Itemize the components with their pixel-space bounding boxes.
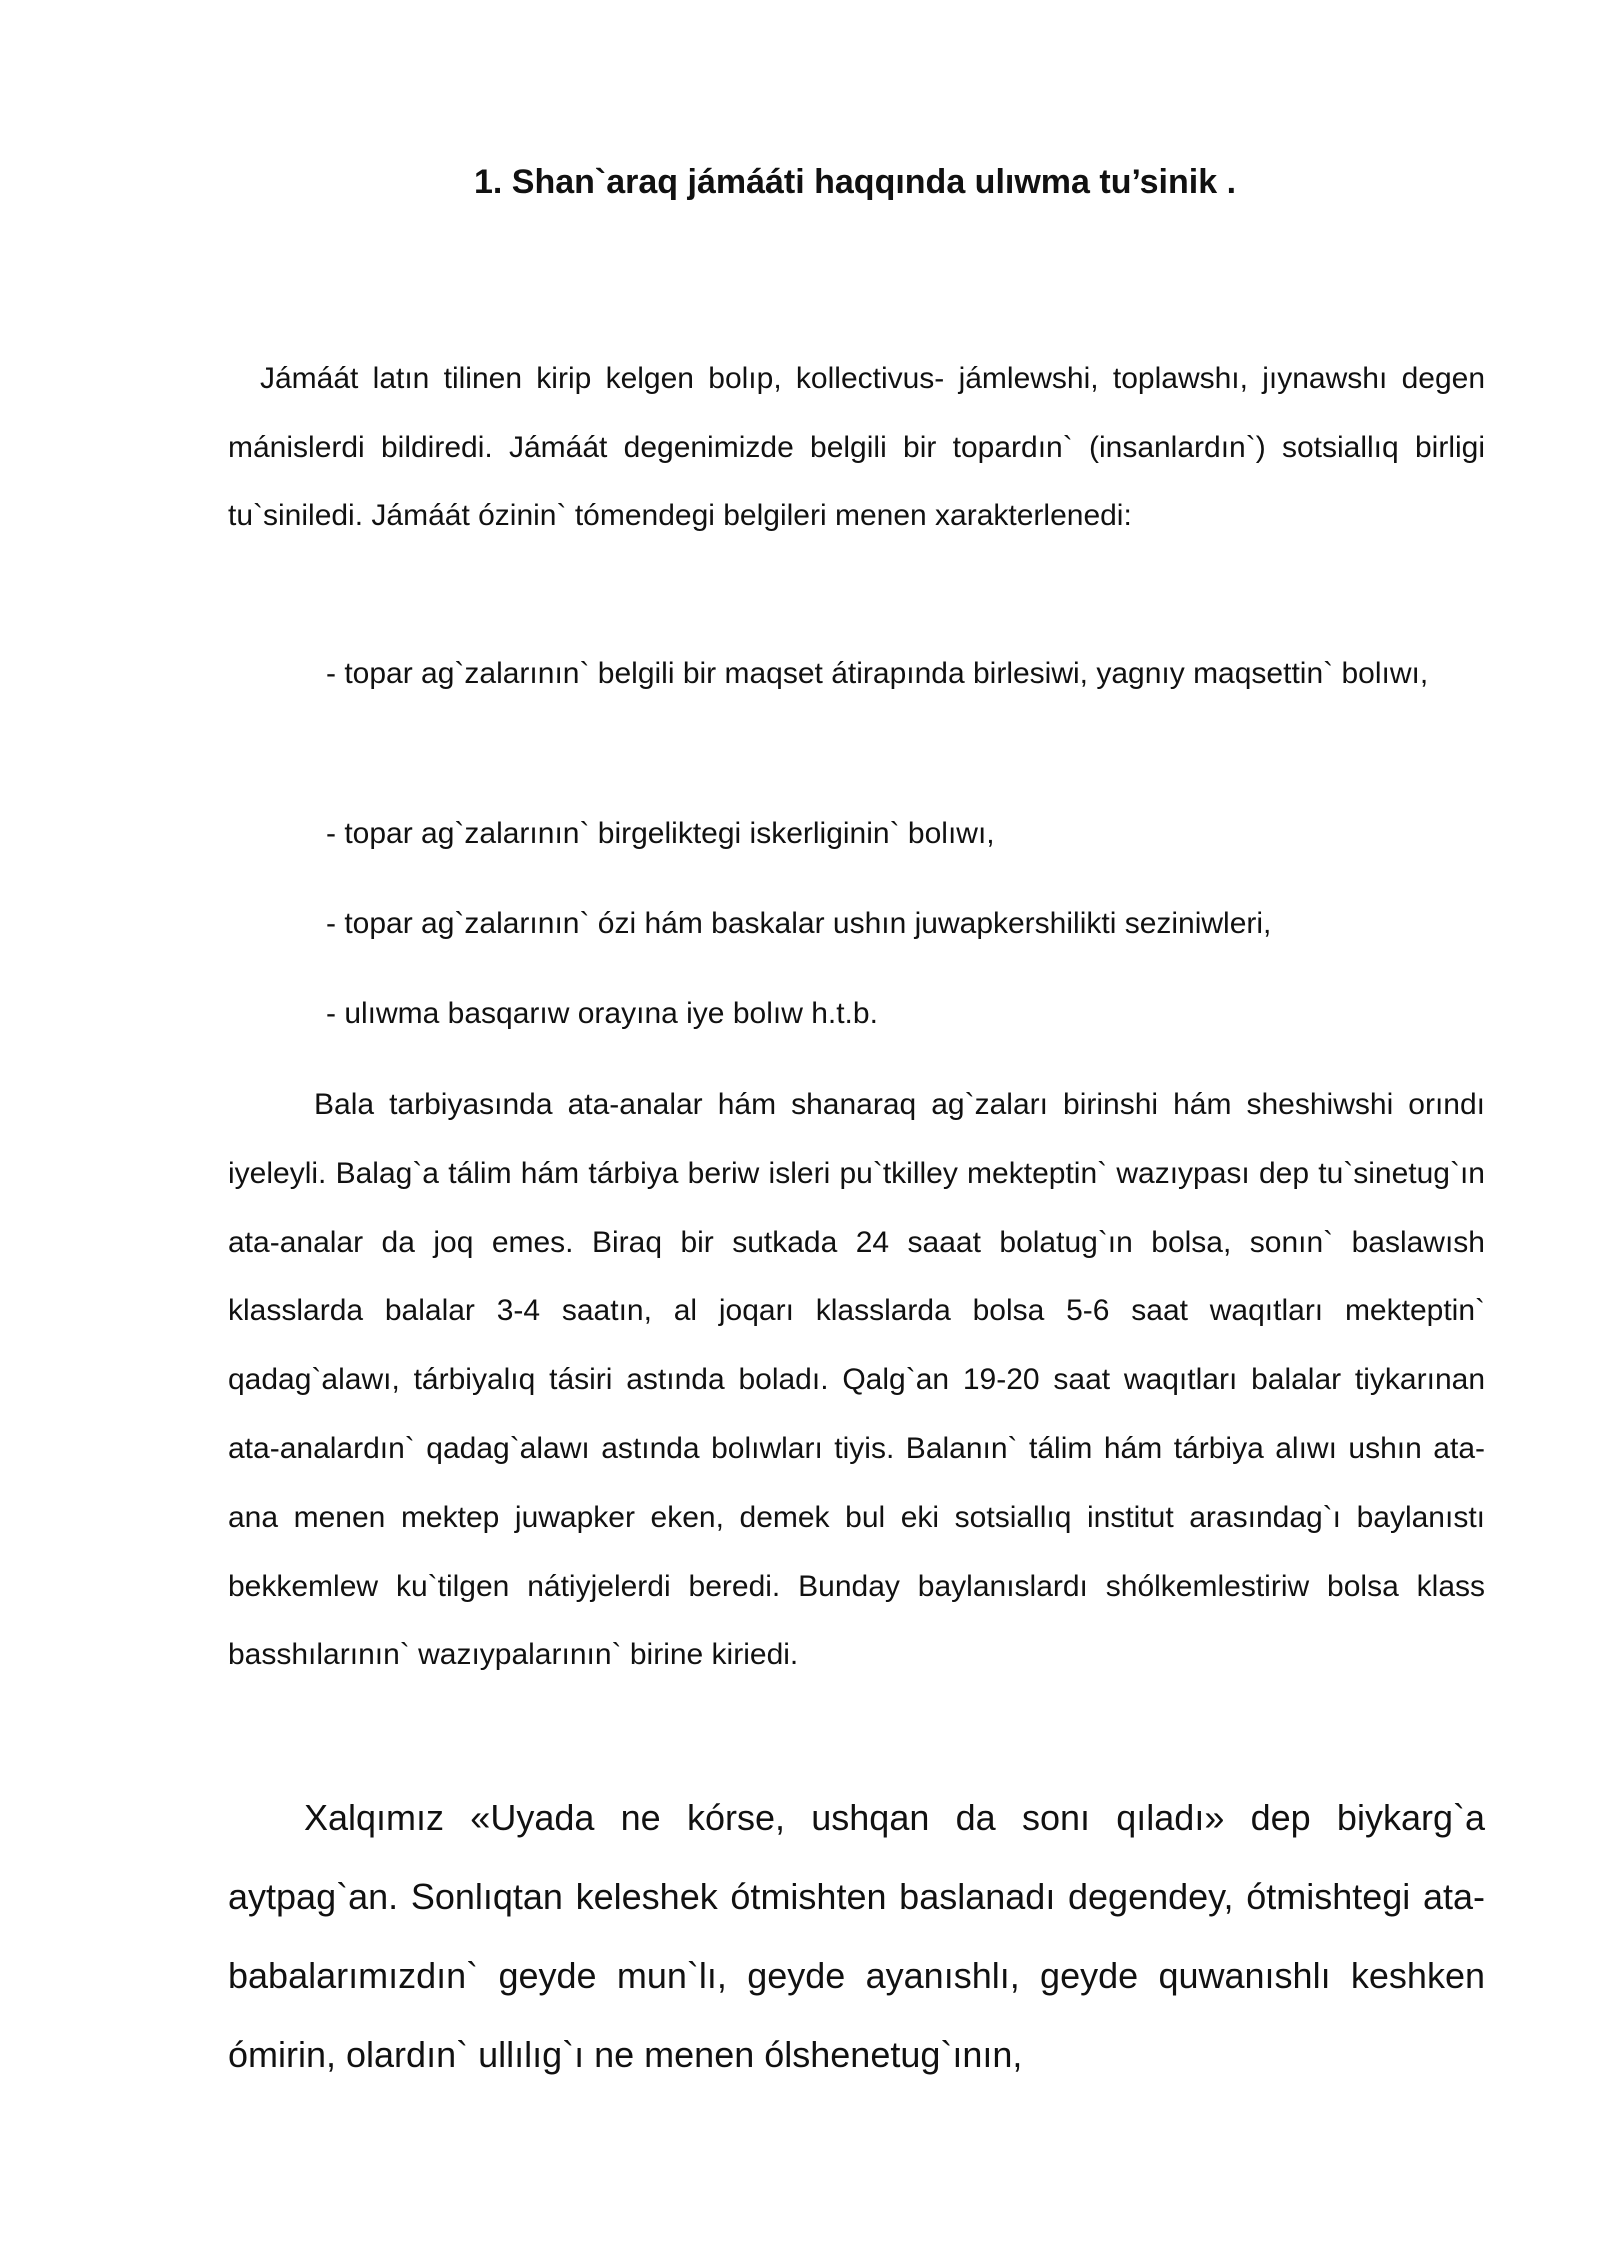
list-item: - topar ag`zalarının` belgili bir maqset átirapında birlesiwi, yagnıy maqsettin` bolıwı, bbox=[326, 657, 1429, 690]
page-title: 1. Shan`araq jámááti haqqında ulıwma tu’sinik . bbox=[473, 163, 1237, 201]
list-item: - topar ag`zalarının` ózi hám baskalar ushın juwapkershilikti seziniwleri, bbox=[326, 907, 1272, 940]
paragraph-intro: Jámáát latın tilinen kirip kelgen bolıp, kollectivus- jámlewshi, toplawshı, jıynawshı degen mánislerdi bildiredi. Jámáát degenimizde belgili bir topardın` (insanlardın`) sotsiallıq birligi tu`siniledi. Jámáát ózinin` tómendegi belgileri menen xarakterlenedi: bbox=[228, 362, 1485, 532]
paragraph-upbringing: Bala tarbiyasında ata-analar hám shanaraq ag`zaları birinshi hám sheshiwshi orındı iyeleyli. Balag`a tálim hám tárbiya beriw isleri pu`tkilley mekteptin` wazıypası dep tu`sinetug`ın ata-analar da joq emes. Biraq bir sutkada 24 saaat bolatug`ın bolsa, sonın` baslawısh klasslarda balalar 3-4 saatın, al joqarı klasslarda bolsa 5-6 saat waqıtları mekteptin` qadag`alawı, tárbiyalıq tásiri astında boladı. Qalg`an 19-20 saat waqıtları balalar tiykarınan ata-analardın` qadag`alawı astında bolıwları tiyis. Balanın` tálim hám tárbiya alıwı ushın ata-ana menen mektep juwapker eken, demek bul eki sotsiallıq institut arasındag`ı baylanıstı bekkemlew ku`tilgen nátiyjelerdi beredi. Bunday baylanıslardı shólkemlestiriw bolsa klass basshılarının` wazıypalarının` birine kiriedi. bbox=[228, 1088, 1485, 1672]
list-item: - ulıwma basqarıw orayına iye bolıw h.t.b. bbox=[326, 997, 878, 1030]
paragraph-proverb: Xalqımız «Uyada ne kórse, ushqan da sonı qıladı» dep biykarg`a aytpag`an. Sonlıqtan keleshek ótmishten baslanadı degendey, ótmishtegi ata-babalarımızdın` geyde mun`lı, geyde ayanıshlı, geyde quwanıshlı keshken ómirin, olardın` ullılıg`ı ne menen ólshenetug`ının, bbox=[228, 1797, 1485, 2075]
list-item: - topar ag`zalarının` birgeliktegi iskerliginin` bolıwı, bbox=[326, 817, 995, 850]
